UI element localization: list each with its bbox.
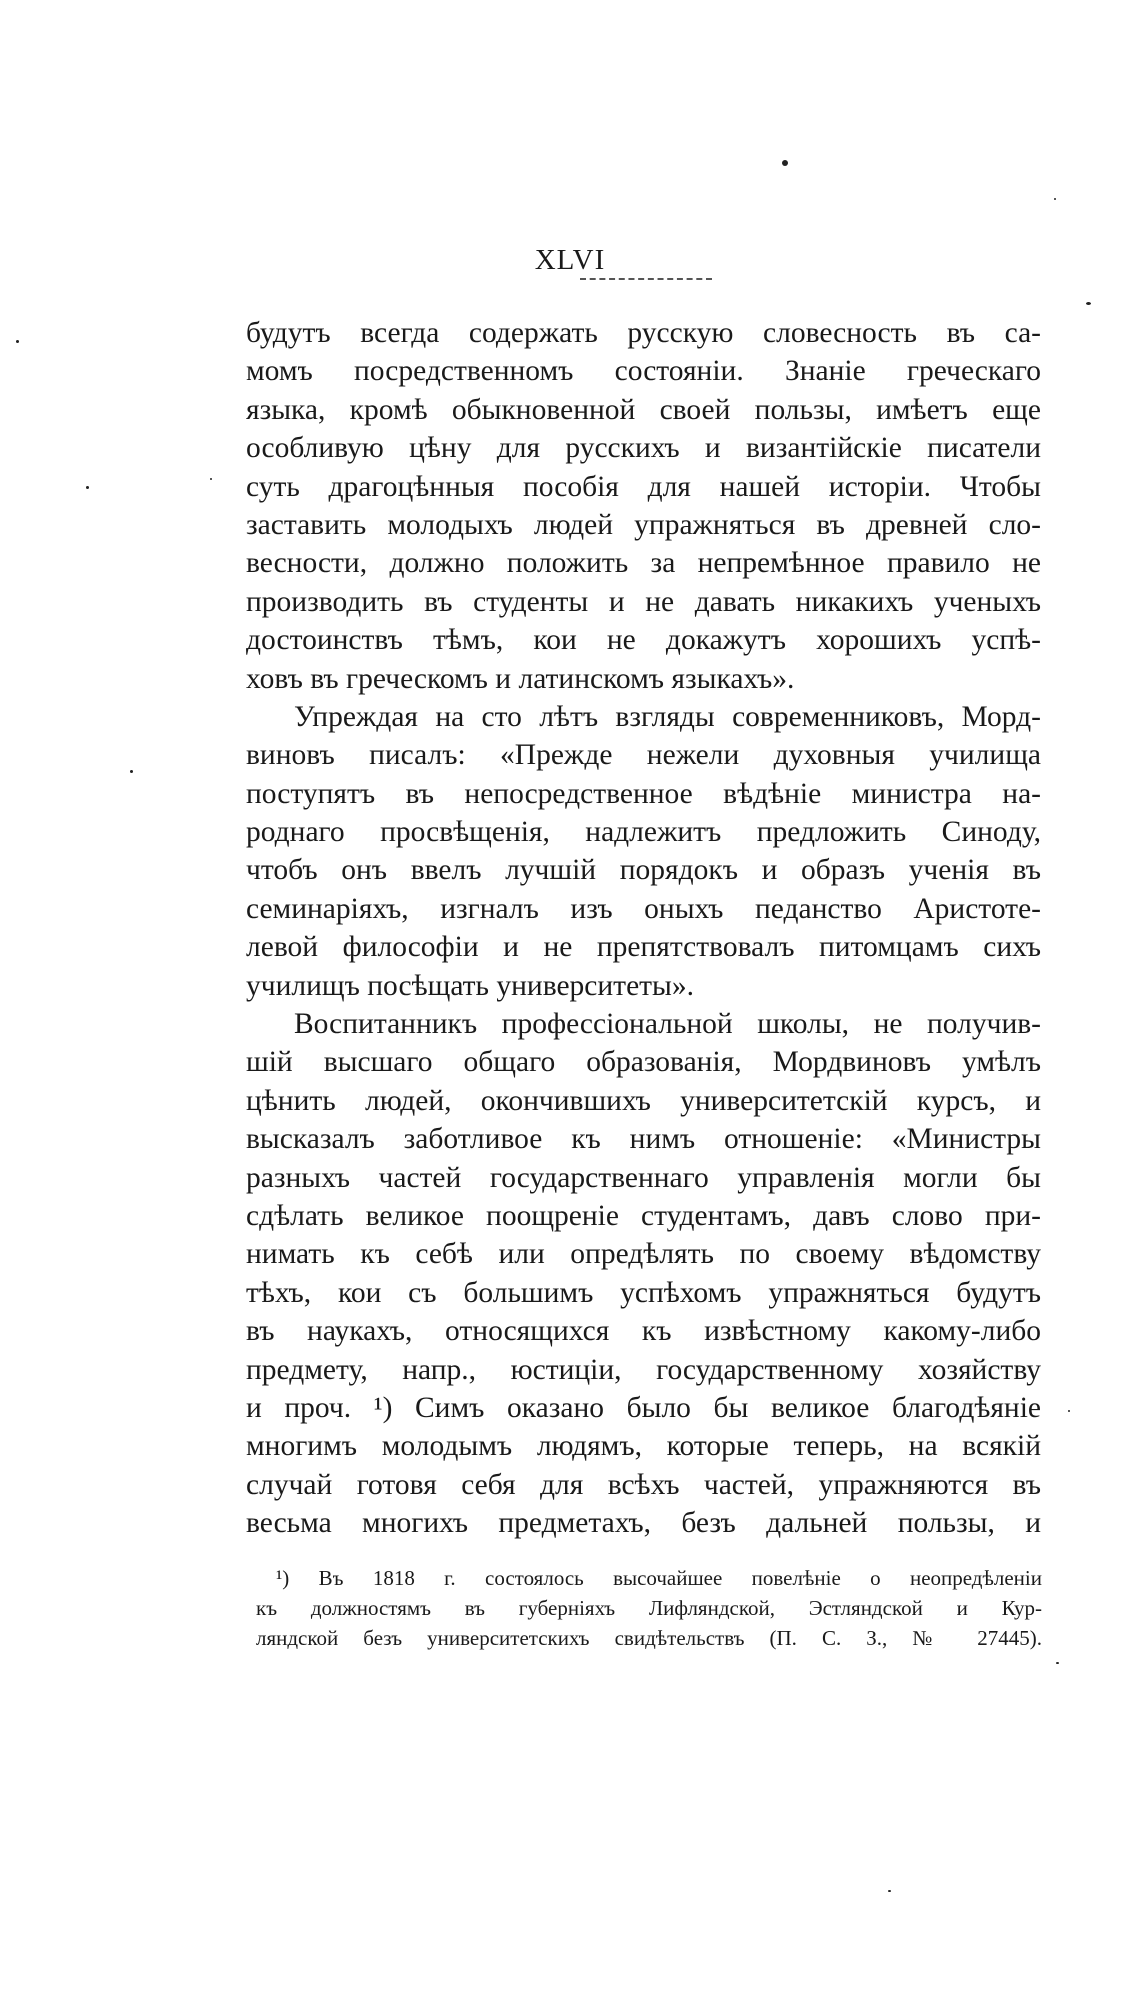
scan-speck <box>1054 198 1056 200</box>
scan-speck <box>1056 1662 1059 1664</box>
text-line: весности, должно положить за непремѣнное правило не <box>246 547 1041 580</box>
text-line: случай готовя себя для всѣхъ частей, упражняются въ <box>246 1468 1041 1501</box>
text-line: многимъ молодымъ людямъ, которые теперь, на всякій <box>246 1430 1041 1463</box>
footnote-line: ¹) Въ 1818 г. состоялось высочайшее повелѣніе о неопредѣленіи <box>276 1566 1042 1590</box>
text-line: шій высшаго общаго образованія, Мордвиновъ умѣлъ <box>246 1046 1041 1079</box>
text-line: роднаго просвѣщенія, надлежитъ предложить Синоду, <box>246 816 1041 849</box>
page-number-rule <box>580 278 712 280</box>
text-line: Упреждая на сто лѣтъ взгляды современниковъ, Морд- <box>294 700 1041 733</box>
scan-speck <box>1068 1410 1070 1412</box>
text-line: будутъ всегда содержать русскую словесность въ са- <box>246 317 1041 349</box>
text-line: ховъ въ греческомъ и латинскомъ языкахъ». <box>246 662 795 695</box>
text-line: чтобъ онъ ввелъ лучшій порядокъ и образъ ученія въ <box>246 854 1041 887</box>
text-line: левой философіи и не препятствовалъ питомцамъ сихъ <box>246 931 1041 964</box>
text-line: суть драгоцѣнныя пособія для нашей исторіи. Чтобы <box>246 470 1041 503</box>
text-line: и проч. ¹) Симъ оказано было бы великое благодѣяніе <box>246 1391 1041 1424</box>
text-line: особливую цѣну для русскихъ и византійскіе писатели <box>246 432 1041 465</box>
text-line: виновъ писалъ: «Прежде нежели духовныя училища <box>246 739 1041 772</box>
scan-speck <box>86 486 89 489</box>
text-line: момъ посредственномъ состояніи. Знаніе греческаго <box>246 355 1041 388</box>
page-number: XLVI <box>534 244 606 276</box>
footnote-line: ляндской безъ университетскихъ свидѣтельствъ (П. С. З., № 27445). <box>256 1626 1042 1650</box>
text-line: тѣхъ, кои съ большимъ успѣхомъ упражняться будутъ <box>246 1276 1041 1309</box>
scan-speck <box>16 340 19 343</box>
text-line: цѣнить людей, окончившихъ университетскій курсъ, и <box>246 1084 1041 1117</box>
footnote <box>256 1563 1042 1653</box>
text-line: высказалъ заботливое къ нимъ отношеніе: «Министры <box>246 1123 1041 1156</box>
scan-speck <box>1086 302 1091 305</box>
text-line: достоинствъ тѣмъ, кои не докажутъ хорошихъ успѣ- <box>246 624 1041 657</box>
scan-speck <box>782 160 788 166</box>
text-line: сдѣлать великое поощреніе студентамъ, давъ слово при- <box>246 1199 1041 1232</box>
text-line: Воспитанникъ профессіональной школы, не получив- <box>294 1008 1041 1041</box>
text-line: училищъ посѣщать университеты». <box>246 969 695 1002</box>
text-line: разныхъ частей государственнаго управленія могли бы <box>246 1161 1041 1194</box>
text-line: поступятъ въ непосредственное вѣдѣніе министра на- <box>246 777 1041 810</box>
scan-speck <box>210 478 212 480</box>
body-text <box>246 314 1041 1543</box>
text-line: семинаріяхъ, изгналъ изъ оныхъ педанство Аристоте- <box>246 892 1041 925</box>
text-line: нимать къ себѣ или опредѣлять по своему вѣдомству <box>246 1238 1041 1271</box>
text-line: въ наукахъ, относящихся къ извѣстному какому-либо <box>246 1315 1041 1348</box>
footnote-line: къ должностямъ въ губерніяхъ Лифляндской, Эстляндской и Кур- <box>256 1596 1042 1620</box>
text-line: заставить молодыхъ людей упражняться въ древней сло- <box>246 508 1041 541</box>
scan-speck <box>888 1890 891 1892</box>
text-line: производить въ студенты и не давать никакихъ ученыхъ <box>246 585 1041 618</box>
text-line: предмету, напр., юстиціи, государственному хозяйству <box>246 1353 1041 1386</box>
scan-speck <box>130 770 133 773</box>
text-line: языка, кромѣ обыкновенной своей пользы, имѣетъ еще <box>246 393 1041 426</box>
text-line: весьма многихъ предметахъ, безъ дальней пользы, и <box>246 1507 1041 1540</box>
